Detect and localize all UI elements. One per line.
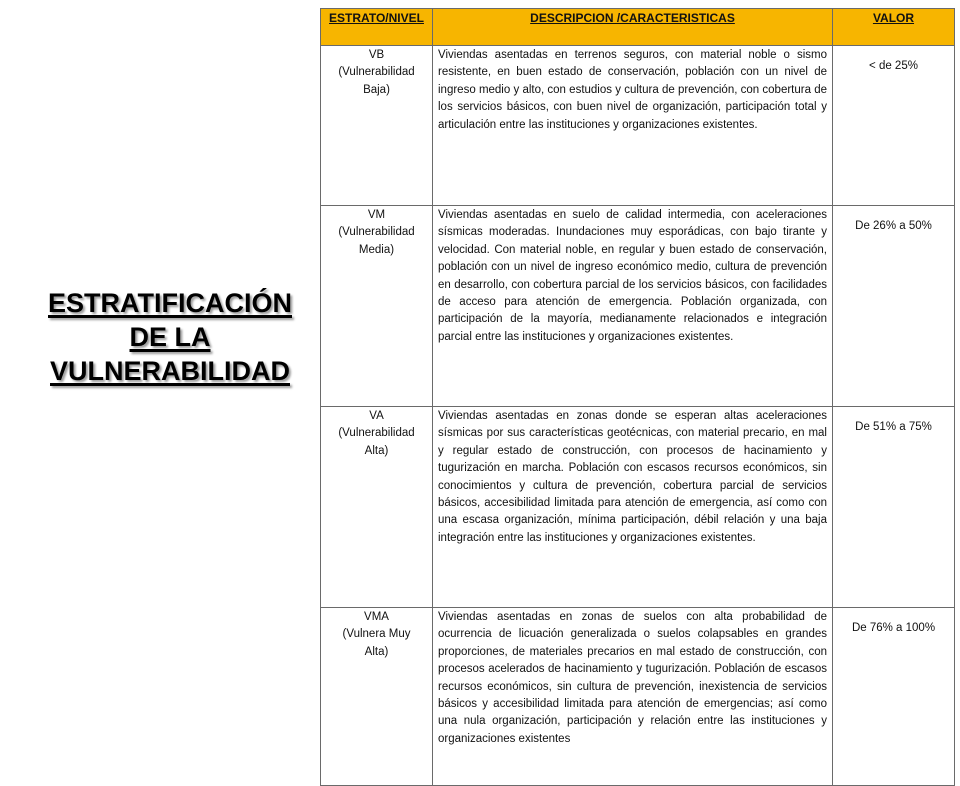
slide-title-line-1: ESTRATIFICACIÓN	[48, 288, 292, 318]
level-name-line-2: Media)	[358, 243, 395, 256]
level-name-line-2: Alta)	[364, 645, 389, 658]
header-level: ESTRATO/NIVEL	[321, 9, 433, 46]
vulnerability-strata-table	[320, 8, 955, 786]
level-code: VM	[367, 209, 386, 221]
level-name-line-1: (Vulnera Muy	[342, 628, 411, 641]
value-cell-va: De 51% a 75%	[833, 407, 955, 608]
value-cell-vb: < de 25%	[833, 46, 955, 206]
slide-title-line-2: DE LA	[129, 322, 211, 352]
value-cell-vm: De 26% a 50%	[833, 206, 955, 407]
value-cell-vma: De 76% a 100%	[833, 608, 955, 786]
slide-title-line-3: VULNERABILIDAD	[50, 356, 290, 386]
slide-title	[22, 286, 318, 388]
table-row-va	[321, 407, 955, 608]
header-value: VALOR	[833, 9, 955, 46]
level-name-line-1: (Vulnerabilidad	[338, 427, 415, 440]
level-name-line-1: (Vulnerabilidad	[338, 226, 415, 239]
description-cell-va: Viviendas asentadas en zonas donde se esperan altas aceleraciones sísmicas por sus características geotécnicas, con material precario, en mal y regular estado de construcción, con procesos de hacinamiento y tugurización en marcha. Población con escasos recursos económicos, sin conocimientos y cultura de prevención, cobertura parcial de servicios básicos, accesibilidad limitada para atención de emergencia, así como con una escasa organización, mínima participación, débil relación y una baja integración entre las instituciones y organizaciones existentes.	[433, 407, 833, 608]
level-cell-vma	[321, 608, 433, 786]
level-cell-va	[321, 407, 433, 608]
level-code: VMA	[364, 611, 389, 623]
level-name-line-2: Baja)	[363, 83, 390, 96]
description-cell-vm: Viviendas asentadas en suelo de calidad intermedia, con aceleraciones sísmicas moderadas. Inundaciones muy esporádicas, con bajo tirante y velocidad. Con material noble, en regular y buen estado de conservación, población con un nivel de ingreso económico medio, cultura de prevención en desarrollo, con cobertura parcial de los servicios básicos, con facilidades de acceso para atención de emergencia. Población organizada, con participación de la mayoría, medianamente relacionados e integración parcial entre las instituciones y organizaciones existentes.	[433, 206, 833, 407]
table-row-vb	[321, 46, 955, 206]
description-cell-vb: Viviendas asentadas en terrenos seguros, con material noble o sismo resistente, en buen estado de conservación, población con un nivel de ingreso medio y alto, con estudios y cultura de prevención, con cobertura de los servicios básicos, con buen nivel de organización, participación total y articulación entre las instituciones y organizaciones existentes.	[433, 46, 833, 206]
level-name-line-1: (Vulnerabilidad	[338, 66, 415, 79]
table-row-vm	[321, 206, 955, 407]
table-header-row	[321, 9, 955, 46]
description-cell-vma: Viviendas asentadas en zonas de suelos con alta probabilidad de ocurrencia de licuación generalizada o suelos colapsables en grandes proporciones, de materiales precarios en mal estado de construcción, con procesos acelerados de hacinamiento y tugurización. Población de escasos recursos económicos, sin cultura de prevención, inexistencia de servicios básicos y accesibilidad limitada para atención de emergencias; así como una nula organización, participación y relación entre las instituciones y organizaciones existentes	[433, 608, 833, 786]
level-cell-vb	[321, 46, 433, 206]
header-description: DESCRIPCION /CARACTERISTICAS	[433, 9, 833, 46]
table-row-vma	[321, 608, 955, 786]
level-code: VA	[369, 410, 384, 422]
level-cell-vm	[321, 206, 433, 407]
level-code: VB	[368, 49, 385, 61]
level-name-line-2: Alta)	[364, 444, 389, 457]
